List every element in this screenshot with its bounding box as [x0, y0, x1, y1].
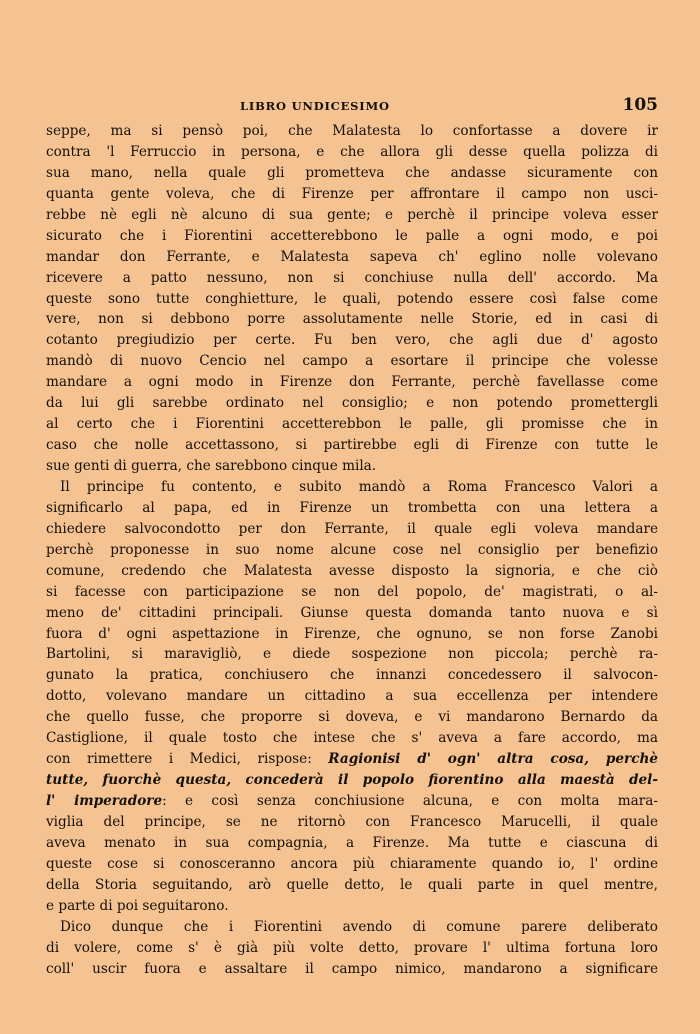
text-line: aveva menato in sua compagnia, a Firenze. Ma tutte e ciascuna di — [46, 834, 658, 851]
text-line: da lui gli sarebbe ordinato nel consiglio; e non potendo promettergli — [46, 395, 658, 412]
text-line: sua mano, nella quale gli prometteva che andasse sicuramente con — [46, 164, 658, 181]
text-line: e parte di poi seguitarono. — [46, 897, 229, 914]
text-line: con rimettere i Medici, rispose: Ragionisi d' ogn' altra cosa, perchè — [46, 751, 658, 768]
text-line: dotto, volevano mandare un cittadino a sua eccellenza per intendere — [46, 688, 658, 705]
text-line: al certo che i Fiorentini accetterebbon le palle, gli promisse che in — [46, 416, 658, 433]
text-line: della Storia seguitando, arò quelle detto, le quali parte in quel mentre, — [46, 876, 658, 893]
text-line: fuora d' ogni aspettazione in Firenze, che ognuno, se non forse Zanobi — [46, 625, 658, 642]
text-line: sue genti di guerra, che sarebbono cinque mila. — [46, 458, 377, 474]
text-line: vere, non si debbono porre assolutamente nelle Storie, ed in casi di — [46, 311, 658, 328]
text-line: chiedere salvocondotto per don Ferrante, il quale egli voleva mandare — [46, 520, 658, 537]
text-line: meno de' cittadini principali. Giunse questa domanda tanto nuova e sì — [46, 604, 658, 621]
text-line: perchè proponesse in suo nome alcune cose nel consiglio per benefizio — [46, 541, 658, 558]
text-line: Bartolini, si maravigliò, e diede sospezione non piccola; perchè ra- — [46, 646, 658, 663]
text-line: queste cose si conosceranno ancora più chiaramente quando io, l' ordine — [46, 855, 658, 872]
text-line: di volere, come s' è già più volte detto, provare l' ultima fortuna loro — [46, 939, 658, 956]
text-line: sicurato che i Fiorentini accetterebbono le palle a ogni modo, e poi — [46, 227, 658, 244]
text-line: queste sono tutte conghietture, le quali, potendo essere così false come — [46, 290, 658, 307]
running-head: LIBRO UNDICESIMO — [240, 99, 390, 113]
text-line: mandare a ogni modo in Firenze don Ferrante, perchè favellasse come — [46, 374, 658, 391]
text-line: comune, credendo che Malatesta avesse disposto la signoria, e che ciò — [46, 562, 658, 579]
text-line: Castiglione, il quale tosto che intese che s' aveva a fare accordo, ma — [46, 730, 658, 747]
text-line: viglia del principe, se ne ritornò con Francesco Marucelli, il quale — [46, 813, 658, 830]
text-line: contra 'l Ferruccio in persona, e che allora gli desse quella polizza di — [46, 143, 658, 160]
page-header — [46, 96, 658, 120]
text-line: seppe, ma si pensò poi, che Malatesta lo confortasse a dovere ir — [46, 123, 658, 139]
text-line: Il principe fu contento, e subito mandò a Roma Francesco Valori a — [60, 478, 658, 495]
text-line: Dico dunque che i Fiorentini avendo di comune parere deliberato — [60, 918, 658, 935]
text-line: mandò di nuovo Cencio nel campo a esortare il principe che volesse — [46, 353, 658, 370]
text-line: che quello fusse, che proporre si doveva, e vi mandarono Bernardo da — [46, 709, 658, 726]
body-text — [46, 121, 658, 979]
page-number: 105 — [622, 95, 658, 115]
text-line: cotanto pregiudizio per certe. Fu ben vero, che agli due d' agosto — [46, 332, 658, 349]
text-line: si facesse con participazione se non del popolo, de' magistrati, o al- — [46, 583, 658, 600]
text-line: quanta gente voleva, che di Firenze per affrontare il campo non usci- — [46, 185, 658, 202]
text-line: gunato la pratica, conchiusero che innanzi concedessero il salvocon- — [46, 667, 658, 684]
text-line: l' imperadore: e così senza conchiusione alcuna, e con molta mara- — [46, 793, 658, 809]
text-line: coll' uscir fuora e assaltare il campo nimico, mandarono a significare — [46, 960, 658, 977]
text-line: caso che nolle accettassono, si partirebbe egli di Firenze con tutte le — [46, 437, 658, 454]
text-line: mandar don Ferrante, e Malatesta sapeva ch' eglino nolle volevano — [46, 248, 658, 265]
text-line: ricevere a patto nessuno, non si conchiuse nulla dell' accordo. Ma — [46, 269, 658, 286]
text-line: significarlo al papa, ed in Firenze un trombetta con una lettera a — [46, 499, 658, 516]
text-line: tutte, fuorchè questa, concederà il popolo fiorentino alla maestà del- — [46, 772, 658, 789]
text-line: rebbe nè egli nè alcuno di sua gente; e perchè il principe voleva esser — [46, 206, 658, 223]
